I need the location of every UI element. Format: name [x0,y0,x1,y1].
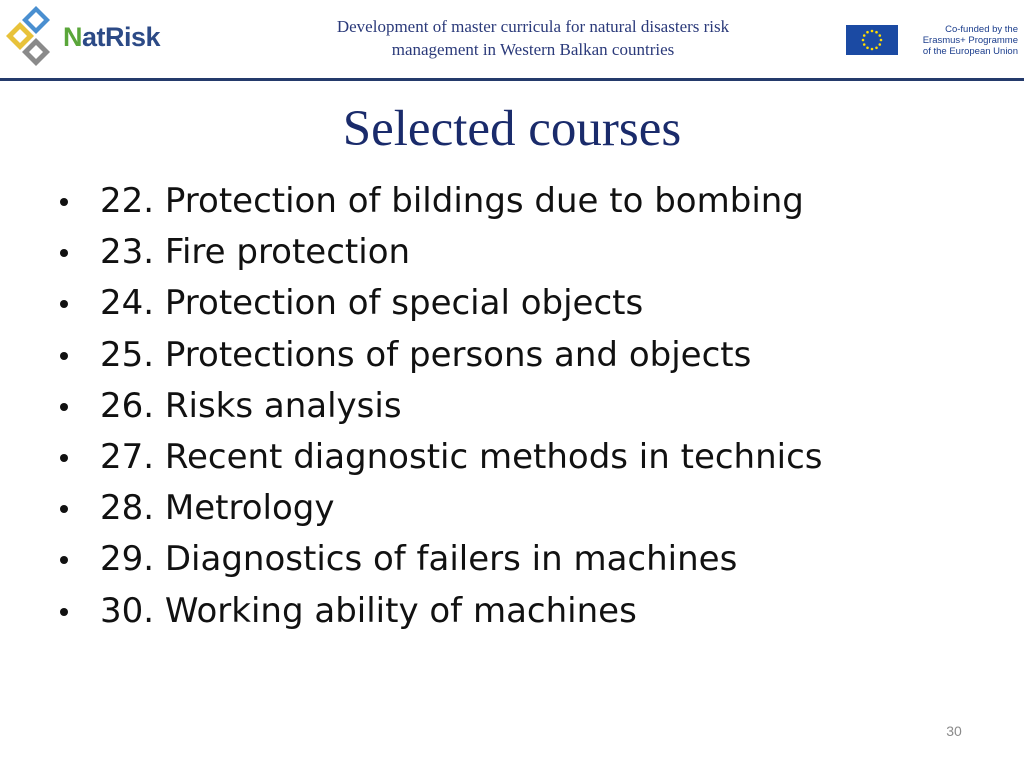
header-divider [0,78,1024,81]
slide-header [0,0,1024,80]
bullet-icon [60,505,68,513]
natrisk-wordmark: NatRisk [63,22,161,52]
bullet-icon [60,249,68,257]
course-item: 24. Protection of special objects [55,278,823,329]
natrisk-emblem-icon [6,4,66,70]
natrisk-logo [6,4,166,70]
bullet-icon [60,556,68,564]
course-item: 30. Working ability of machines [55,586,823,637]
bullet-icon [60,608,68,616]
page-number: 30 [946,723,962,739]
course-item: 23. Fire protection [55,227,823,278]
course-item: 26. Risks analysis [55,381,823,432]
bullet-icon [60,300,68,308]
bullet-icon [60,454,68,462]
project-title-line-1: Development of master curricula for natural disasters risk [336,17,730,36]
slide-title: Selected courses [342,101,682,157]
course-list [55,176,823,637]
eu-flag-icon [846,25,898,55]
project-title-line-2: management in Western Balkan countries [391,40,675,59]
project-title [258,15,808,61]
course-item: 27. Recent diagnostic methods in technics [55,432,823,483]
course-item: 22. Protection of bildings due to bombing [55,176,823,227]
bullet-icon [60,352,68,360]
eu-cofunding-label: Co-funded by the Erasmus+ Programme of the European Union [922,24,1018,57]
course-item: 29. Diagnostics of failers in machines [55,534,823,585]
bullet-icon [60,403,68,411]
bullet-icon [60,198,68,206]
course-item: 28. Metrology [55,483,823,534]
course-item: 25. Protections of persons and objects [55,330,823,381]
